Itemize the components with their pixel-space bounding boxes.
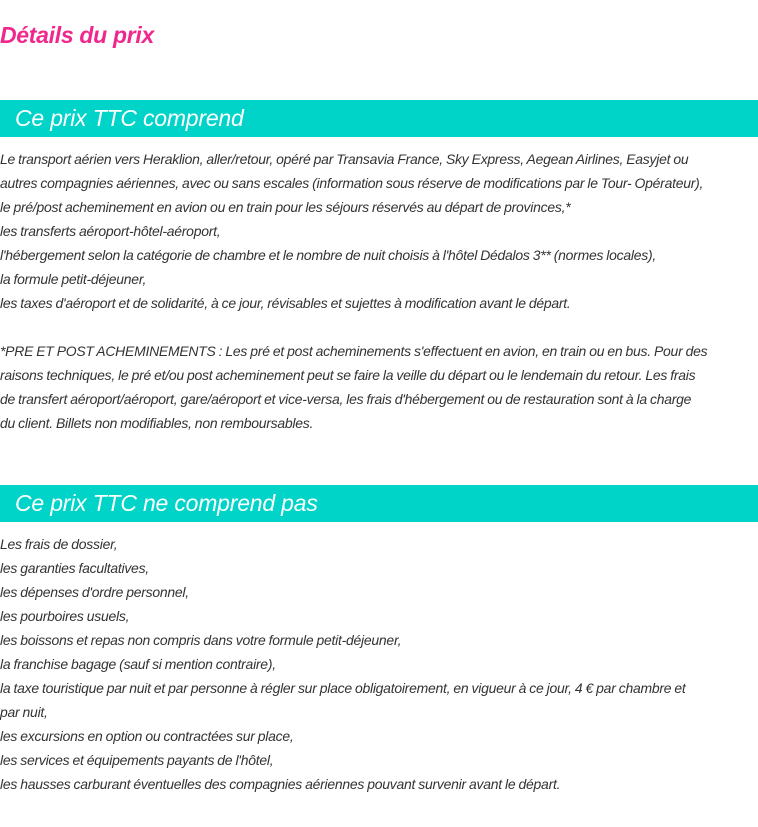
includes-line: l'hébergement selon la catégorie de chambre et le nombre de nuit choisis à l'hôtel Dédalos 3** (normes locales), <box>0 247 657 263</box>
includes-line: le pré/post acheminement en avion ou en train pour les séjours réservés au départ de provinces,* <box>0 199 571 215</box>
excludes-line: Les frais de dossier, <box>0 536 118 552</box>
excludes-line: les hausses carburant éventuelles des compagnies aériennes pouvant survenir avant le départ. <box>0 776 561 792</box>
note-line: *PRE ET POST ACHEMINEMENTS : Les pré et post acheminements s'effectuent en avion, en train ou en bus. Pour des <box>0 343 708 359</box>
pre-post-acheminement-note <box>0 339 758 435</box>
includes-line: autres compagnies aériennes, avec ou sans escales (information sous réserve de modifications par le Tour- Opérateur), <box>0 175 704 191</box>
includes-line: les transferts aéroport-hôtel-aéroport, <box>0 223 221 239</box>
note-line: raisons techniques, le pré et/ou post acheminement peut se faire la veille du départ ou le lendemain du retour. Les frais <box>0 367 696 383</box>
excludes-line: les garanties facultatives, <box>0 560 149 576</box>
page-title: Détails du prix <box>0 22 154 48</box>
excludes-section-header: Ce prix TTC ne comprend pas <box>0 485 758 522</box>
note-line: de transfert aéroport/aéroport, gare/aéroport et vice-versa, les frais d'hébergement ou de restauration sont à la charge <box>0 391 692 407</box>
includes-line: Le transport aérien vers Heraklion, aller/retour, opéré par Transavia France, Sky Express, Aegean Airlines, Easyjet ou <box>0 151 689 167</box>
includes-section-header: Ce prix TTC comprend <box>0 100 758 137</box>
includes-line: les taxes d'aéroport et de solidarité, à ce jour, révisables et sujettes à modification avant le départ. <box>0 295 571 311</box>
excludes-line: les services et équipements payants de l'hôtel, <box>0 752 274 768</box>
includes-line: la formule petit-déjeuner, <box>0 271 147 287</box>
excludes-line: les excursions en option ou contractées sur place, <box>0 728 294 744</box>
excludes-line: par nuit, <box>0 704 48 720</box>
excludes-line: les dépenses d'ordre personnel, <box>0 584 189 600</box>
excludes-line: les boissons et repas non compris dans votre formule petit-déjeuner, <box>0 632 402 648</box>
note-line: du client. Billets non modifiables, non remboursables. <box>0 415 314 431</box>
excludes-line: la franchise bagage (sauf si mention contraire), <box>0 656 276 672</box>
excludes-line: les pourboires usuels, <box>0 608 130 624</box>
excludes-list <box>0 532 758 796</box>
excludes-line: la taxe touristique par nuit et par personne à régler sur place obligatoirement, en vigueur à ce jour, 4 € par chambre et <box>0 680 686 696</box>
includes-list <box>0 147 758 315</box>
